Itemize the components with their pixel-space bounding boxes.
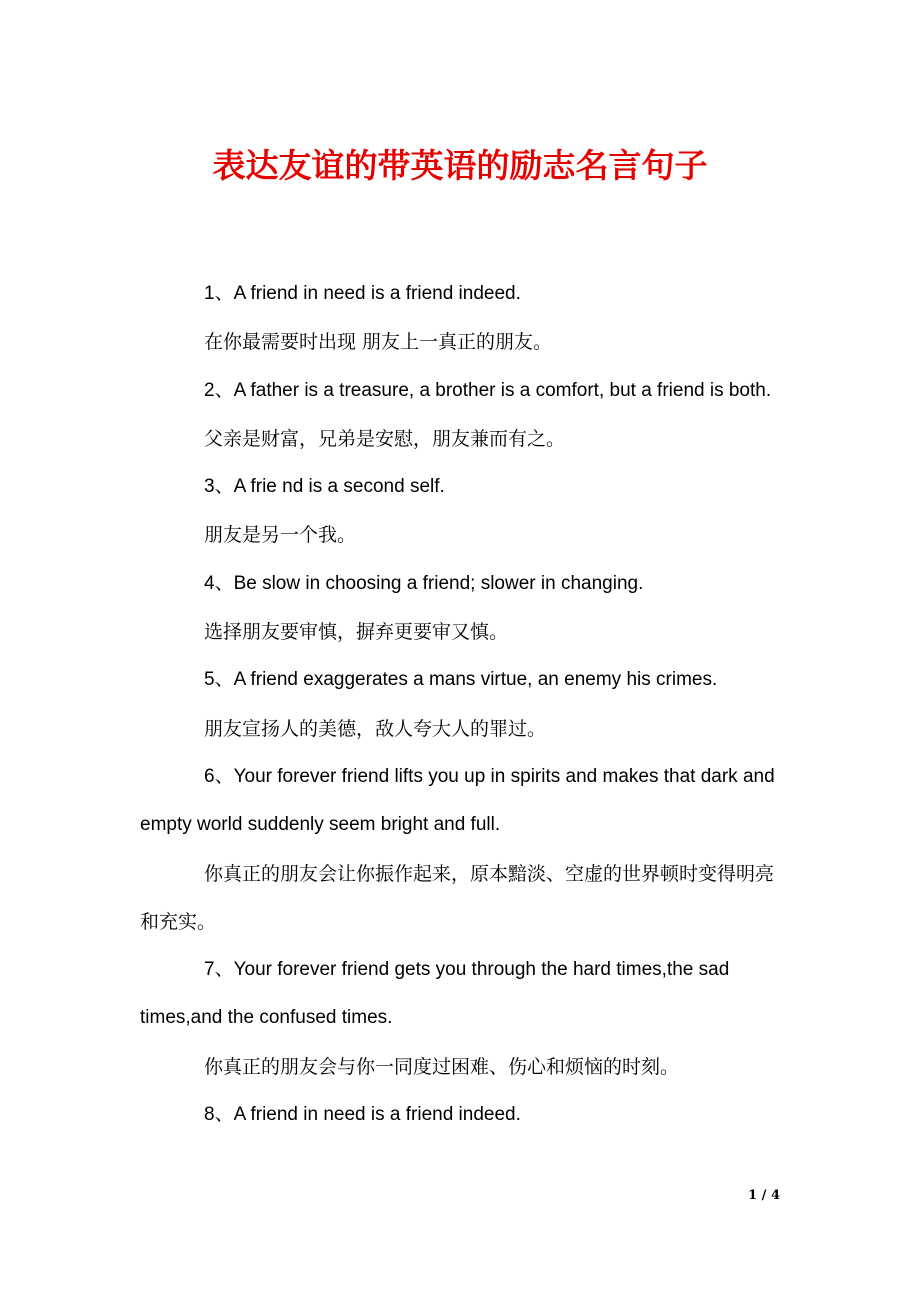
quote-1-english: 1、A friend in need is a friend indeed. [204,283,521,304]
quote-5-chinese: 朋友宣扬人的美德，敌人夸大人的罪过。 [204,717,547,740]
quote-4-chinese: 选择朋友要审慎，摒弃更要审又慎。 [204,621,509,644]
quote-6-chinese: 你真正的朋友会让你振作起来，原本黯淡、空虚的世界顿时变得明亮和充实。 [140,862,775,933]
quote-2-chinese: 父亲是财富，兄弟是安慰，朋友兼而有之。 [204,427,566,450]
quote-4-english: 4、Be slow in choosing a friend; slower in changing. [204,572,644,594]
quote-6-english: 6、Your forever friend lifts you up in spirits and makes that dark and empty world suddenly seem bright and full. [140,765,775,836]
document-body [140,270,780,1139]
document-title: 表达友谊的带英语的励志名言句子 [212,146,708,185]
quote-1-chinese: 在你最需要时出现 朋友上一真正的朋友。 [204,331,553,354]
quote-7-english: 7、Your forever friend gets you through the hard times,the sad times,and the confused times. [140,959,730,1029]
page-number: 1 / 4 [748,1188,780,1203]
quote-2-english: 2、A father is a treasure, a brother is a comfort, but a friend is both. [204,379,772,401]
quote-5-english: 5、A friend exaggerates a mans virtue, an enemy his crimes. [204,669,718,691]
quote-7-chinese: 你真正的朋友会与你一同度过困难、伤心和烦恼的时刻。 [204,1055,680,1078]
quote-3-english: 3、A frie nd is a second self. [204,476,445,498]
quote-3-chinese: 朋友是另一个我。 [204,524,357,547]
quote-8-english: 8、A friend in need is a friend indeed. [204,1104,521,1126]
